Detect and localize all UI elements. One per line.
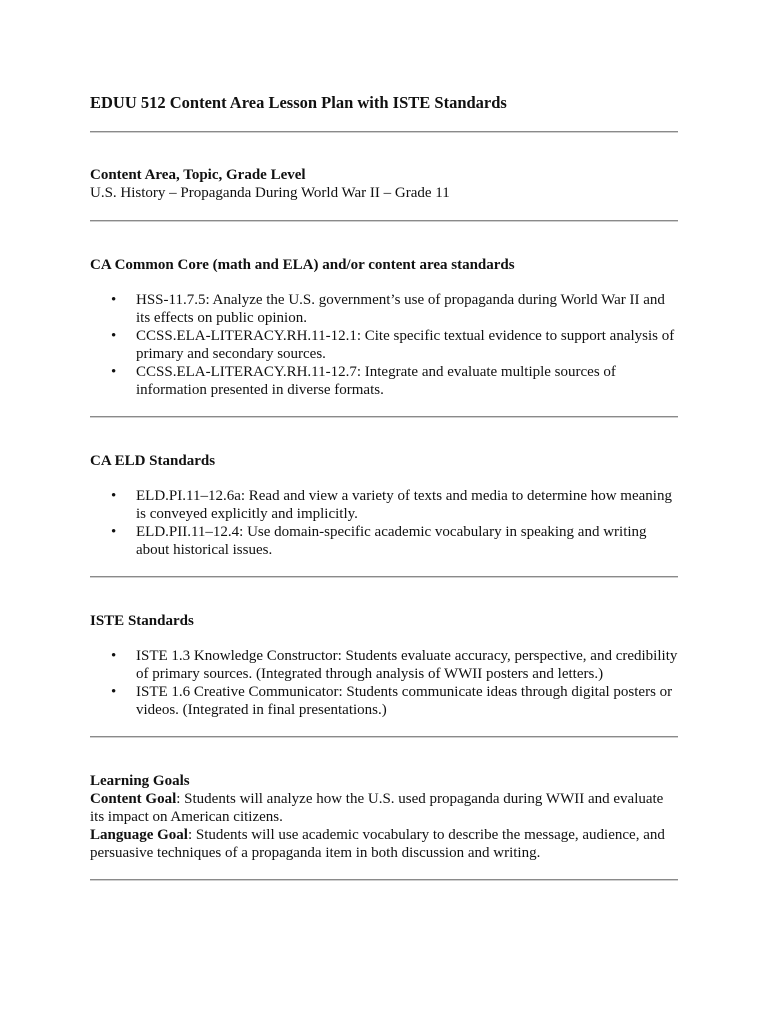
bullet-icon: • (111, 292, 117, 308)
eld-list (90, 487, 678, 559)
bullet-icon: • (111, 488, 117, 504)
horizontal-divider (90, 736, 678, 738)
list-item-text: ISTE 1.6 Creative Communicator: Students communicate ideas through digital posters or videos. (Integrated in final presentations.) (136, 684, 673, 718)
content-goal (90, 790, 678, 826)
content-area-text: U.S. History – Propaganda During World War II – Grade 11 (90, 185, 450, 201)
learning-goals-section (90, 772, 678, 862)
content-goal-label: Content Goal (90, 791, 177, 807)
iste-heading: ISTE Standards (90, 613, 194, 629)
learning-goals-heading: Learning Goals (90, 773, 190, 789)
bullet-icon: • (111, 648, 117, 664)
horizontal-divider (90, 879, 678, 881)
list-item (90, 683, 678, 719)
list-item-text: CCSS.ELA-LITERACY.RH.11-12.7: Integrate and evaluate multiple sources of information presented in diverse formats. (136, 364, 616, 398)
language-goal-text: : Students will use academic vocabulary to describe the message, audience, and persuasive techniques of a propaganda item in both discussion and writing. (90, 827, 665, 861)
list-item-text: ELD.PII.11–12.4: Use domain-specific academic vocabulary in speaking and writing about historical issues. (136, 524, 647, 558)
horizontal-divider (90, 131, 678, 133)
list-item (90, 327, 678, 363)
common-core-heading: CA Common Core (math and ELA) and/or content area standards (90, 257, 515, 273)
horizontal-divider (90, 220, 678, 222)
list-item-text: ISTE 1.3 Knowledge Constructor: Students evaluate accuracy, perspective, and credibility of primary sources. (Integrated through analysis of WWII posters and letters.) (136, 648, 678, 682)
content-area-section (90, 166, 678, 202)
horizontal-divider (90, 576, 678, 578)
list-item (90, 291, 678, 327)
eld-section (90, 452, 678, 559)
list-item (90, 487, 678, 523)
document-title: EDUU 512 Content Area Lesson Plan with ISTE Standards (90, 93, 507, 112)
eld-heading: CA ELD Standards (90, 453, 216, 469)
language-goal-label: Language Goal (90, 827, 188, 843)
content-area-heading: Content Area, Topic, Grade Level (90, 167, 306, 183)
bullet-icon: • (111, 684, 117, 700)
document-page (90, 93, 678, 881)
list-item-text: HSS-11.7.5: Analyze the U.S. government’s use of propaganda during World War II and its effects on public opinion. (136, 292, 665, 326)
language-goal (90, 826, 678, 862)
iste-section (90, 612, 678, 719)
list-item (90, 647, 678, 683)
list-item (90, 523, 678, 559)
bullet-icon: • (111, 328, 117, 344)
list-item (90, 363, 678, 399)
list-item-text: ELD.PI.11–12.6a: Read and view a variety of texts and media to determine how meaning is conveyed explicitly and implicitly. (136, 488, 672, 522)
common-core-list (90, 291, 678, 399)
bullet-icon: • (111, 524, 117, 540)
content-goal-text: : Students will analyze how the U.S. used propaganda during WWII and evaluate its impact on American citizens. (90, 791, 664, 825)
list-item-text: CCSS.ELA-LITERACY.RH.11-12.1: Cite specific textual evidence to support analysis of primary and secondary sources. (136, 328, 675, 362)
common-core-section (90, 256, 678, 399)
iste-list (90, 647, 678, 719)
horizontal-divider (90, 416, 678, 418)
bullet-icon: • (111, 364, 117, 380)
